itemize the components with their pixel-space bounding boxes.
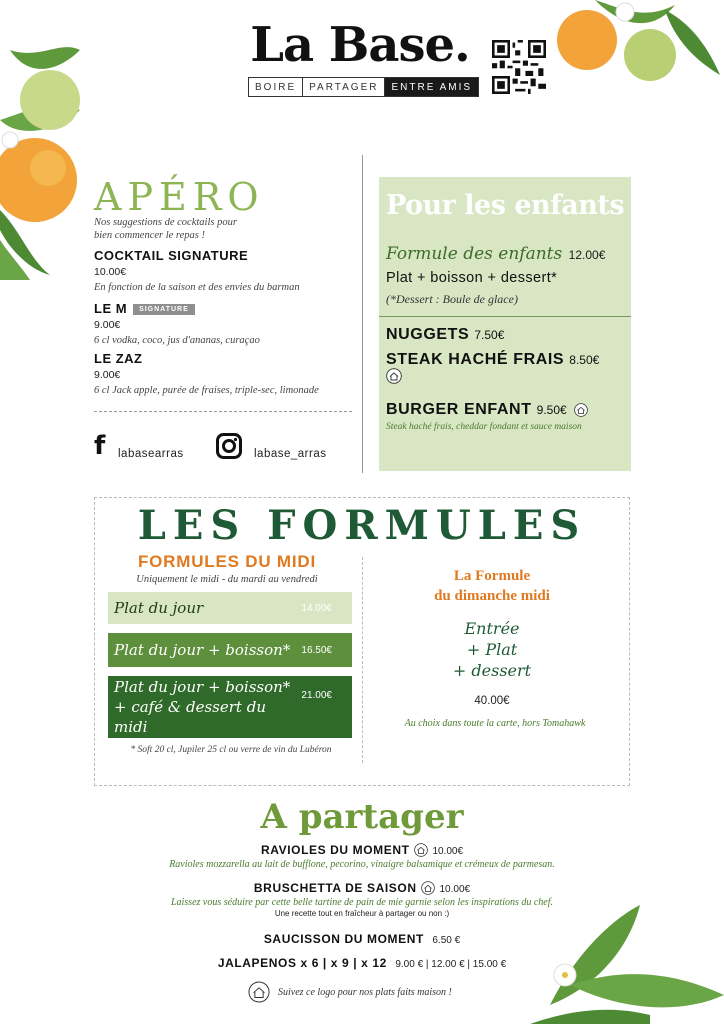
share-item-price: 9.00 € | 12.00 € | 15.00 € xyxy=(395,959,507,970)
formula-option-label: Plat du jour + boisson* xyxy=(114,641,291,659)
kids-item-price: 9.50€ xyxy=(536,403,567,417)
formula-option-label-group xyxy=(114,677,301,737)
homemade-icon xyxy=(248,981,270,1003)
tagline-word: BOIRE xyxy=(249,78,303,96)
share-item xyxy=(0,879,724,897)
kids-item-name: NUGGETS xyxy=(386,326,470,343)
tagline-word: PARTAGER xyxy=(303,78,385,96)
share-item-name: RAVIOLES DU MOMENT xyxy=(260,843,410,857)
formula-option xyxy=(108,633,352,667)
apero-subtitle-line: Nos suggestions de cocktails pour xyxy=(94,217,237,228)
apero-item-desc: 6 cl vodka, coco, jus d'ananas, curaçao xyxy=(94,335,260,346)
kids-formula-content: Plat + boisson + dessert* xyxy=(386,270,558,286)
share-item-note: Une recette tout en fraîcheur à partager ou non :) xyxy=(274,909,450,918)
kids-formula-note: (*Dessert : Boule de glace) xyxy=(386,292,518,306)
formula-option-label: Plat du jour xyxy=(114,599,204,617)
share-item xyxy=(0,930,724,948)
homemade-legend xyxy=(248,981,452,1003)
sunday-formula-content xyxy=(380,618,604,681)
share-item-price: 10.00€ xyxy=(432,846,464,857)
share-item xyxy=(0,954,724,972)
signature-badge: SIGNATURE xyxy=(133,304,195,315)
formula-option-price: 16.50€ xyxy=(301,644,332,656)
sunday-formula-line: Entrée xyxy=(464,619,520,638)
orange-branch-top-right-illustration xyxy=(555,0,724,90)
share-item xyxy=(0,841,724,859)
formula-option-label: Plat du jour + boisson* xyxy=(114,678,291,696)
midi-formulas-title: FORMULES DU MIDI xyxy=(137,552,317,571)
formula-option-label: + café & dessert du midi xyxy=(114,698,266,736)
facebook-icon[interactable]: f xyxy=(94,431,106,461)
share-item-price: 10.00€ xyxy=(439,884,471,895)
formules-section-title: LES FORMULES xyxy=(137,502,587,549)
apero-item-name-row xyxy=(94,301,354,316)
homemade-legend-text: Suivez ce logo pour nos plats faits maison ! xyxy=(278,986,452,998)
kids-item xyxy=(386,326,504,344)
kids-item-name: STEAK HACHÉ FRAIS xyxy=(386,351,565,368)
instagram-icon[interactable] xyxy=(216,433,242,459)
homemade-icon xyxy=(414,843,428,857)
sunday-formula-line: + Plat xyxy=(466,640,518,659)
formula-option xyxy=(108,592,352,624)
orange-branch-top-left-illustration xyxy=(0,40,90,280)
apero-subtitle xyxy=(94,216,237,242)
apero-subtitle-line: bien commencer le repas ! xyxy=(94,230,205,241)
apero-item-desc: En fonction de la saison et des envies du barman xyxy=(94,282,300,293)
kids-item-price: 8.50€ xyxy=(569,353,600,367)
sunday-formula-price: 40.00€ xyxy=(474,695,510,707)
kids-divider xyxy=(379,316,631,317)
share-item-price: 6.50 € xyxy=(432,935,461,946)
column-divider xyxy=(362,155,363,473)
share-item-name: SAUCISSON DU MOMENT xyxy=(263,932,424,946)
share-item-name: BRUSCHETTA DE SAISON xyxy=(253,881,417,895)
apero-divider xyxy=(94,411,352,412)
homemade-icon xyxy=(386,368,402,384)
apero-item-desc: 6 cl Jack apple, purée de fraises, triple-sec, limonade xyxy=(94,385,319,396)
apero-item-price: 10.00€ xyxy=(94,266,127,278)
kids-formula-price: 12.00€ xyxy=(568,248,606,262)
sunday-formula-title-line: du dimanche midi xyxy=(434,588,550,604)
apero-item-name: COCKTAIL SIGNATURE xyxy=(94,248,249,263)
apero-item-name: LE M xyxy=(94,301,128,316)
kids-burger-desc: Steak haché frais, cheddar fondant et sauce maison xyxy=(386,422,582,432)
facebook-handle[interactable]: labasearras xyxy=(118,448,184,460)
formula-option-price: 14.00€ xyxy=(301,602,332,614)
kids-item-price: 7.50€ xyxy=(474,328,505,342)
restaurant-logo-title: La Base. xyxy=(250,17,470,73)
homemade-icon xyxy=(574,403,588,417)
apero-item xyxy=(94,301,354,347)
sunday-formula-line: + dessert xyxy=(452,661,532,680)
share-item-desc: Laissez vous séduire par cette belle tartine de pain de mie garnie selon les inspirations du chef. xyxy=(170,897,554,908)
sunday-formula-note: Au choix dans toute la carte, hors Tomahawk xyxy=(404,718,586,729)
formules-footnote: * Soft 20 cl, Jupiler 25 cl ou verre de vin du Lubéron xyxy=(130,745,332,755)
share-item-name: JALAPENOS x 6 | x 9 | x 12 xyxy=(217,956,387,970)
apero-item xyxy=(94,248,354,294)
sunday-formula-title-line: La Formule xyxy=(453,568,531,584)
apero-item-name: LE ZAZ xyxy=(94,351,143,366)
partager-section-title: A partager xyxy=(260,797,464,837)
kids-formula-row xyxy=(386,244,626,264)
tagline-bar xyxy=(248,77,479,97)
formules-divider xyxy=(362,557,363,763)
kids-item-name: BURGER ENFANT xyxy=(386,401,532,418)
homemade-icon xyxy=(421,881,435,895)
kids-item xyxy=(386,401,588,419)
apero-item-price: 9.00€ xyxy=(94,319,121,331)
kids-section-title: Pour les enfants xyxy=(385,190,625,221)
midi-formulas-subtitle: Uniquement le midi - du mardi au vendredi xyxy=(136,574,318,585)
apero-item-price: 9.00€ xyxy=(94,369,121,381)
instagram-handle[interactable]: labase_arras xyxy=(254,448,327,460)
formula-option xyxy=(108,676,352,738)
qr-code-icon[interactable] xyxy=(492,40,546,94)
kids-item xyxy=(386,351,599,369)
apero-item xyxy=(94,351,354,397)
kids-formula-name: Formule des enfants xyxy=(386,244,563,264)
share-item-desc: Ravioles mozzarella au lait de bufflone, pecorino, vinaigre balsamique et crémeux de parmesan. xyxy=(169,859,555,870)
apero-section-title: APÉRO xyxy=(94,175,265,219)
tagline-word: ENTRE AMIS xyxy=(385,78,478,96)
formula-option-price: 21.00€ xyxy=(301,690,332,701)
sunday-formula-title xyxy=(380,566,604,606)
